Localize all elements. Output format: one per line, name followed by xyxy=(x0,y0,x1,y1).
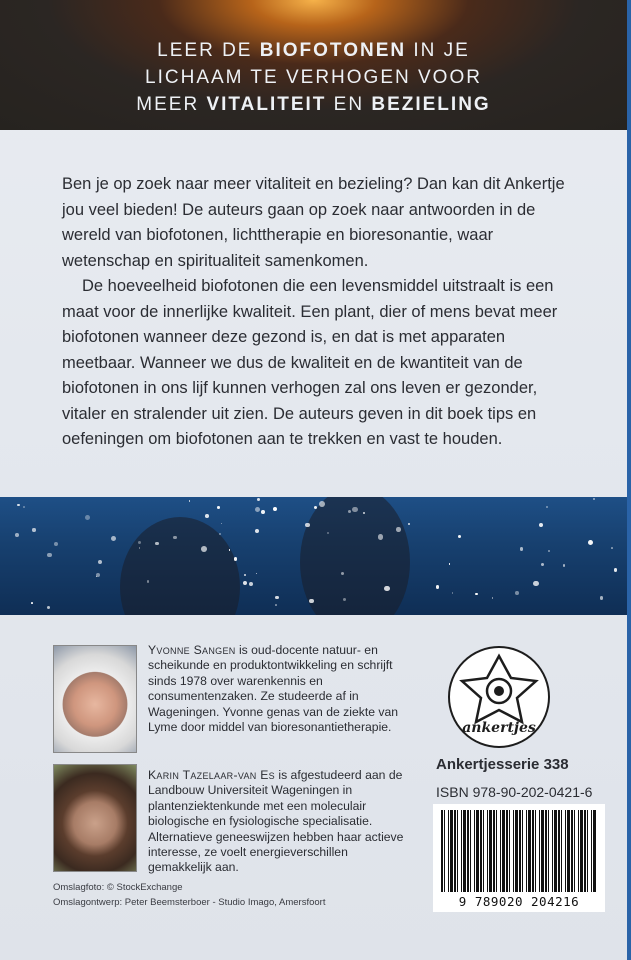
barcode-digits: 9 789020 204216 xyxy=(458,894,580,909)
light-speck xyxy=(54,542,58,546)
light-speck xyxy=(458,535,461,538)
light-speck xyxy=(31,602,33,604)
header-emphasis: BIOFOTONEN xyxy=(259,40,407,61)
light-speck xyxy=(257,498,260,501)
light-speck xyxy=(319,501,325,507)
light-speck xyxy=(243,581,247,585)
light-speck xyxy=(548,550,550,552)
author-photo-karin xyxy=(53,764,137,872)
light-speck xyxy=(244,574,246,576)
light-speck xyxy=(475,593,477,595)
light-speck xyxy=(611,547,613,549)
header-text: IN JE xyxy=(406,40,470,61)
hand-silhouette xyxy=(120,517,240,615)
header-emphasis: BEZIELING xyxy=(371,94,491,115)
header-line-1 xyxy=(0,38,627,64)
author-name: Yvonne Sangen xyxy=(148,643,236,657)
light-speck xyxy=(452,592,454,594)
light-speck xyxy=(600,596,603,599)
light-speck xyxy=(221,523,222,524)
header-text: MEER xyxy=(136,94,207,115)
light-speck xyxy=(47,606,50,609)
light-speck xyxy=(98,560,102,564)
author-bio-2 xyxy=(148,768,406,876)
light-speck xyxy=(147,580,149,582)
intro-text xyxy=(62,172,572,453)
light-speck xyxy=(15,533,19,537)
light-speck xyxy=(384,586,390,592)
light-speck xyxy=(261,510,265,514)
light-speck xyxy=(17,504,20,507)
light-speck xyxy=(614,568,618,572)
biophoton-image-band xyxy=(0,497,627,615)
isbn-number: ISBN 978-90-202-0421-6 xyxy=(436,784,593,800)
light-speck xyxy=(515,591,519,595)
light-speck xyxy=(309,599,313,603)
light-speck xyxy=(449,563,451,565)
intro-paragraph-2: De hoeveelheid biofotonen die een levensmiddel uitstraalt is een maat voor de innerlijke kwaliteit. Een plant, dier of mens bevat meer biofotonen wanneer deze gezond is, en dat is met apparaten meetbaar. Wanneer we dus de kwaliteit en de kwantiteit van de biofotonen in ons lijf kunnen verhogen zal ons leven er gezonder, vitaler en stralender uit zien. De auteurs geven in dit boek tips en oefeningen om biofotonen aan te trekken en vast te houden. xyxy=(62,277,558,448)
light-speck xyxy=(492,597,494,599)
author-bio-text: is oud-docente natuur- en scheikunde en produktontwikkeling en schrijft sinds 1978 over warenkennis en consumentenzaken. Ze studeerde af in Wageningen. Yvonne genas van de ziekte van Lyme door middel van bioresonantietherapie. xyxy=(148,643,399,735)
logo-wordmark: ankertjes xyxy=(462,720,536,736)
author-bio-1 xyxy=(148,643,406,735)
light-speck xyxy=(111,536,116,541)
light-speck xyxy=(47,553,51,557)
light-speck xyxy=(249,582,253,586)
light-speck xyxy=(256,573,257,574)
light-speck xyxy=(408,523,410,525)
light-speck xyxy=(217,506,220,509)
light-speck xyxy=(533,581,539,587)
light-speck xyxy=(352,507,357,512)
light-speck xyxy=(255,507,260,512)
ankertjes-logo xyxy=(448,646,550,748)
header-emphasis: VITALITEIT xyxy=(206,94,327,115)
light-speck xyxy=(96,573,100,577)
header-line-2: LICHAAM TE VERHOGEN VOOR xyxy=(145,67,482,88)
author-name: Karin Tazelaar-van Es xyxy=(148,768,275,782)
design-credit: Omslagontwerp: Peter Beemsterboer - Studio Imago, Amersfoort xyxy=(53,897,326,908)
light-speck xyxy=(305,523,310,528)
light-speck xyxy=(563,564,566,567)
author-bio-text: is afgestudeerd aan de Landbouw Universiteit Wageningen in plantenziektenkunde met een moleculair biologische en fysiologische specialisatie. Alternatieve geneeswijzen hebben haar actieve interesse, ze voelt energieverschillen gemakkelijk aan. xyxy=(148,768,404,875)
light-speck xyxy=(436,585,439,588)
light-speck xyxy=(23,506,25,508)
header-banner xyxy=(0,0,627,130)
header-line-3 xyxy=(0,92,627,118)
light-speck xyxy=(541,563,544,566)
light-speck xyxy=(255,529,259,533)
light-speck xyxy=(229,549,230,550)
intro-paragraph-1: Ben je op zoek naar meer vitaliteit en bezieling? Dan kan dit Ankertje jou veel bieden! De auteurs gaan op zoek naar antwoorden in de wereld van biofotonen, lichttherapie en bioresonantie, waar wetenschap en spiritualiteit samenkomen. xyxy=(62,175,565,270)
light-speck xyxy=(189,500,191,502)
light-speck xyxy=(593,498,595,500)
light-speck xyxy=(588,540,593,545)
light-speck xyxy=(396,527,401,532)
series-number: Ankertjesserie 338 xyxy=(436,756,569,773)
light-speck xyxy=(173,536,177,540)
light-speck xyxy=(85,515,90,520)
light-speck xyxy=(273,507,277,511)
light-speck xyxy=(32,528,35,531)
light-speck xyxy=(275,604,277,606)
light-speck xyxy=(539,523,543,527)
barcode-bars xyxy=(441,810,597,892)
light-speck xyxy=(234,557,237,560)
header-text: LEER DE xyxy=(157,40,260,61)
light-speck xyxy=(205,514,209,518)
book-spine-edge xyxy=(627,0,631,960)
author-photo-yvonne xyxy=(53,645,137,753)
header-text: EN xyxy=(326,94,372,115)
isbn-barcode xyxy=(433,804,605,912)
hand-silhouette xyxy=(300,497,410,615)
light-speck xyxy=(275,596,279,600)
light-speck xyxy=(546,506,547,507)
photo-credit: Omslagfoto: © StockExchange xyxy=(53,882,183,893)
light-speck xyxy=(520,547,523,550)
